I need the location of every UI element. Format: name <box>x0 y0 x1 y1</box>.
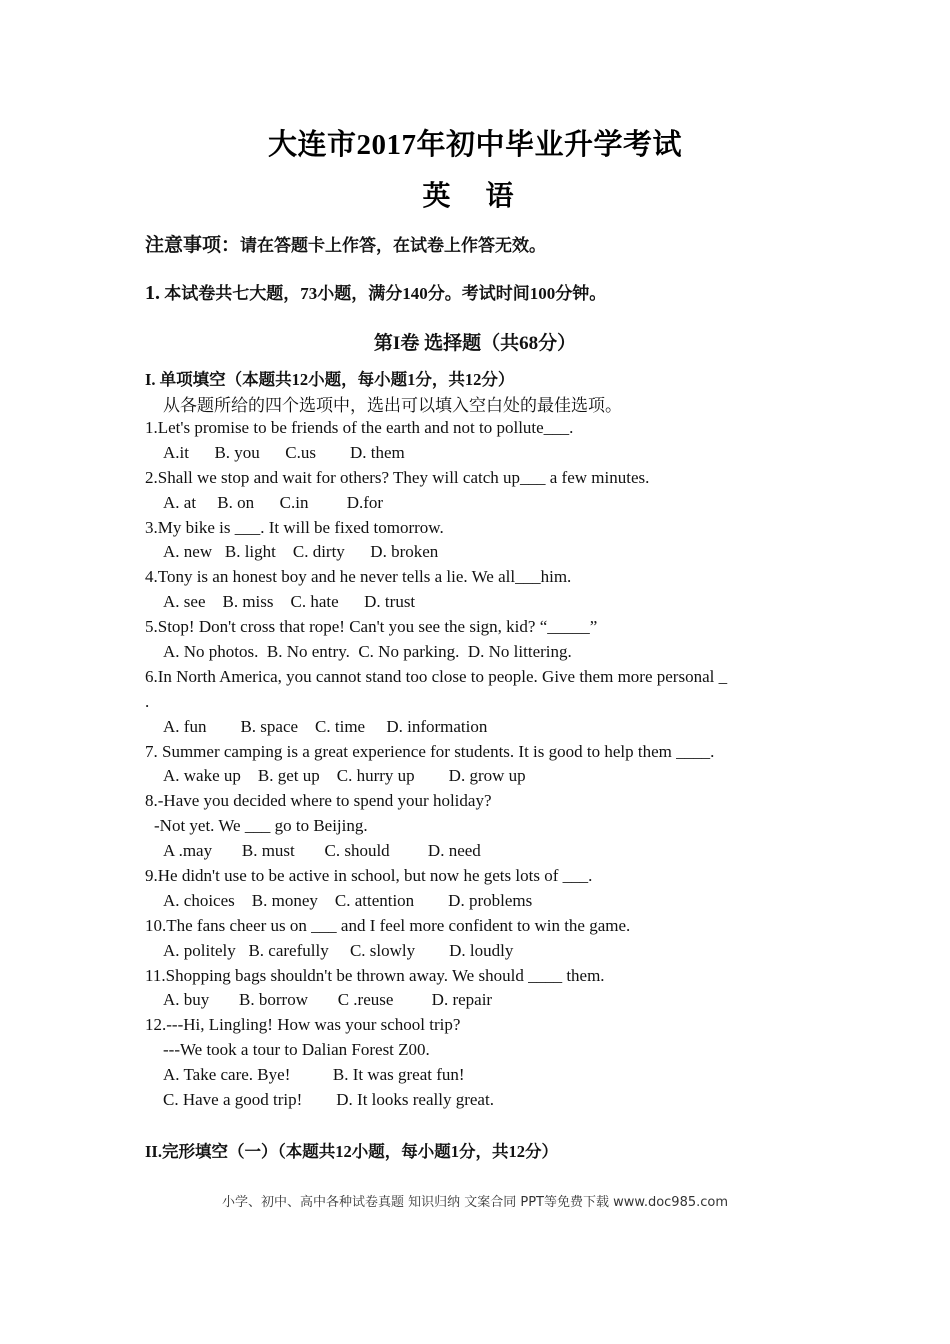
answer-options: A. wake up B. get up C. hurry up D. grow up <box>163 766 526 786</box>
notice-text: 请在答题卡上作答，在试卷上作答无效。 <box>240 236 547 255</box>
notice <box>145 230 546 257</box>
footer-watermark: 小学、初中、高中各种试卷真题 知识归纳 文案合同 PPT等免费下载 www.doc985.com <box>221 1195 729 1210</box>
answer-options: A. buy B. borrow C .reuse D. repair <box>163 990 493 1010</box>
question-line: 10.The fans cheer us on ___ and I feel more confident to win the game. <box>145 915 631 935</box>
question-line: 2.Shall we stop and wait for others? They will catch up___ a few minutes. <box>145 467 650 487</box>
question-line: . <box>145 691 150 711</box>
answer-options: A.it B. you C.us D. them <box>163 442 405 462</box>
answer-options: A. new B. light C. dirty D. broken <box>163 542 439 562</box>
answer-options: A. at B. on C.in D.for <box>163 492 384 512</box>
question-line: 5.Stop! Don't cross that rope! Can't you see the sign, kid? “_____” <box>145 617 598 637</box>
question-line: 7. Summer camping is a great experience for students. It is good to help them ____. <box>145 741 715 761</box>
section2-title: II.完形填空（一）（本题共12小题，每小题1分，共12分） <box>145 1142 558 1161</box>
rule-text: 本试卷共七大题，73小题，满分140分。考试时间100分钟。 <box>160 284 607 303</box>
question-line: 9.He didn't use to be active in school, but now he gets lots of ___. <box>145 866 593 886</box>
answer-options: A. choices B. money C. attention D. problems <box>163 890 533 910</box>
question-line: 1.Let's promise to be friends of the earth and not to pollute___. <box>145 418 574 437</box>
exam-rule <box>145 279 606 305</box>
question-line: ---We took a tour to Dalian Forest Z00. <box>163 1040 430 1060</box>
question-line: 11.Shopping bags shouldn't be thrown away. We should ____ them. <box>145 965 605 985</box>
answer-options: C. Have a good trip! D. It looks really great. <box>163 1090 494 1110</box>
answer-options: A .may B. must C. should D. need <box>163 841 481 861</box>
notice-head: 注意事项： <box>145 235 241 256</box>
question-line: 3.My bike is ___. It will be fixed tomorrow. <box>145 517 444 537</box>
answer-options: A. Take care. Bye! B. It was great fun! <box>163 1065 465 1085</box>
answer-options: A. politely B. carefully C. slowly D. loudly <box>163 940 514 960</box>
rule-number: 1. <box>145 282 160 304</box>
answer-options: A. fun B. space C. time D. information <box>163 716 488 736</box>
question-line: 12.---Hi, Lingling! How was your school trip? <box>145 1015 461 1035</box>
answer-options: A. see B. miss C. hate D. trust <box>163 592 416 612</box>
question-line: 6.In North America, you cannot stand too close to people. Give them more personal _ <box>145 666 728 686</box>
question-line: 4.Tony is an honest boy and he never tells a lie. We all___him. <box>145 567 572 587</box>
question-line: -Not yet. We ___ go to Beijing. <box>154 816 368 836</box>
subject-title: 英 语 <box>422 181 528 212</box>
question-line: 8.-Have you decided where to spend your holiday? <box>145 791 492 811</box>
question-list <box>145 416 815 1113</box>
section1-title: I. 单项填空（本题共12小题，每小题1分，共12分） <box>145 370 515 389</box>
exam-title: 大连市2017年初中毕业升学考试 <box>267 129 682 161</box>
part-title: 第I卷 选择题（共68分） <box>373 333 577 354</box>
section1-instruction: 从各题所给的四个选项中，选出可以填入空白处的最佳选项。 <box>163 396 622 415</box>
answer-options: A. No photos. B. No entry. C. No parking. D. No littering. <box>163 642 572 662</box>
